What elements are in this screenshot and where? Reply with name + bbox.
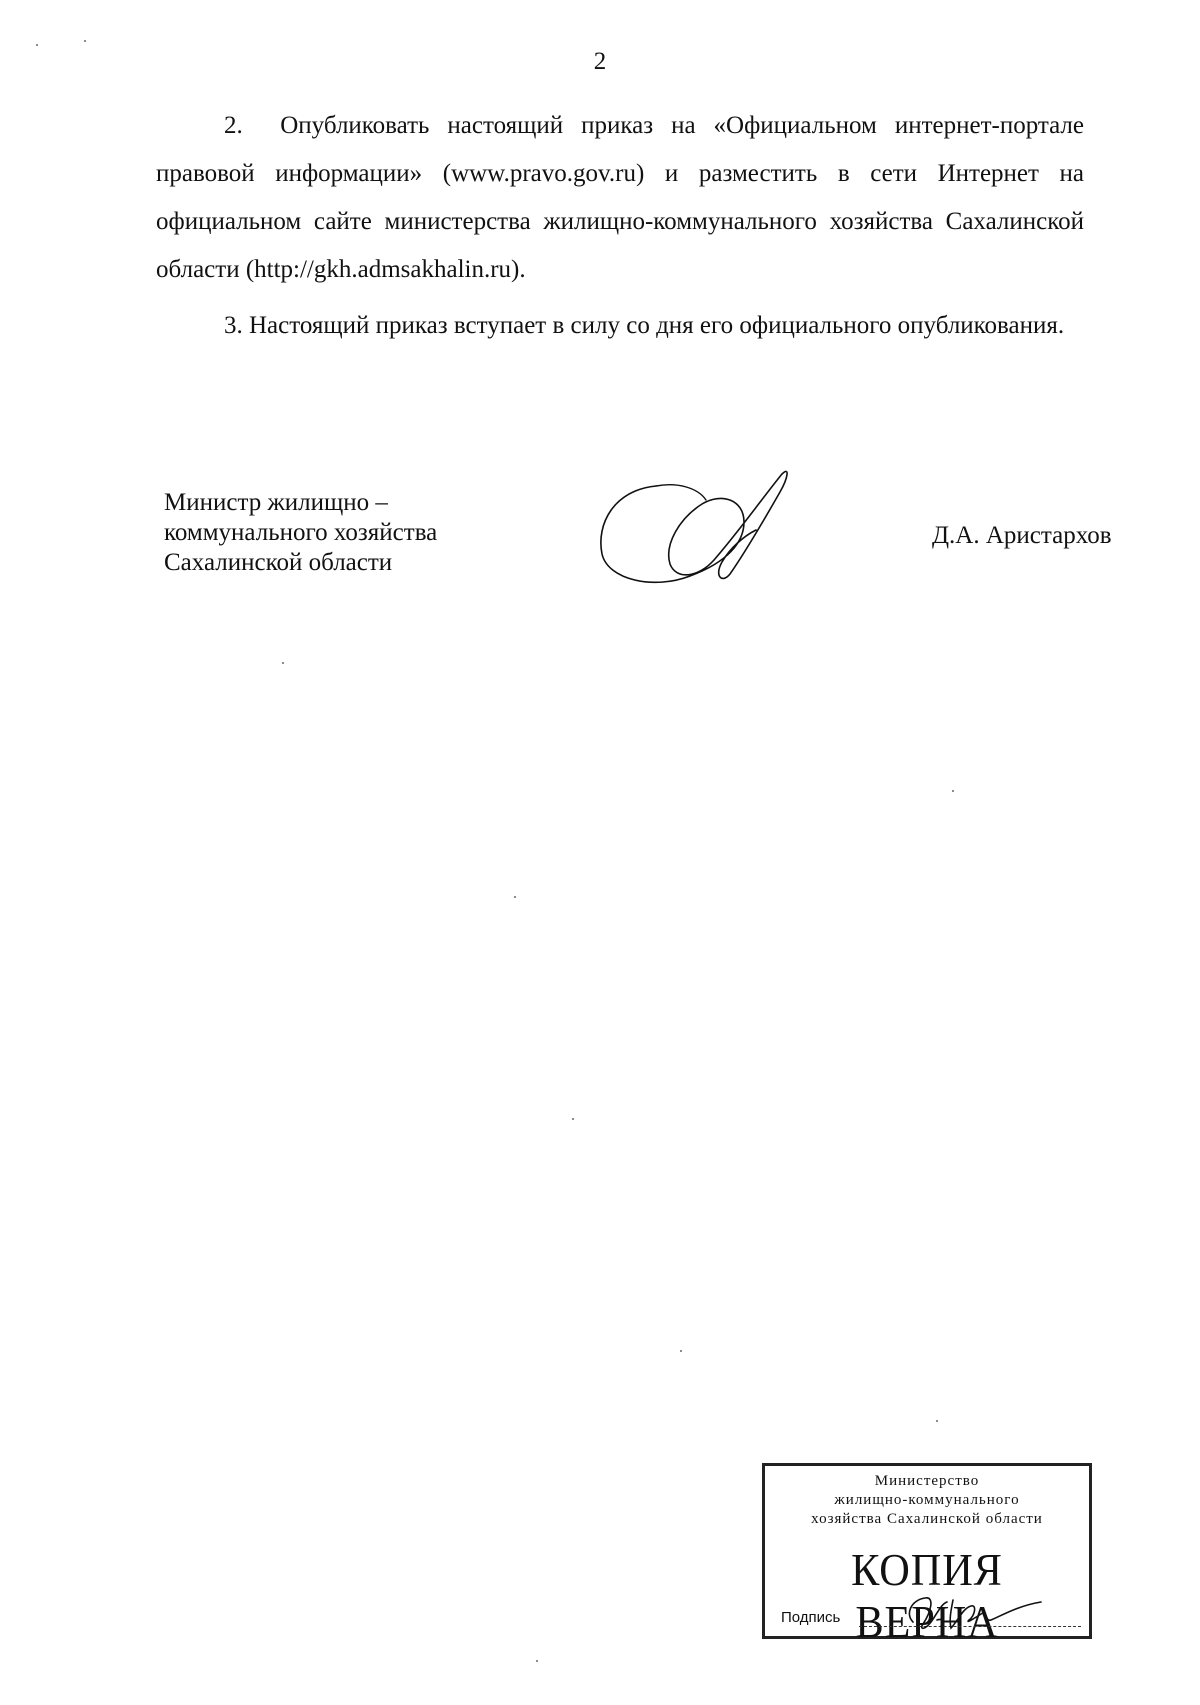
- stamp-handwritten-signature: [891, 1592, 1051, 1636]
- page-number: 2: [593, 48, 607, 75]
- signer-position-line: коммунального хозяйства: [164, 519, 438, 546]
- stamp-header-line: хозяйства Сахалинской области: [811, 1511, 1043, 1527]
- signer-position-line: Сахалинской области: [164, 549, 393, 576]
- scan-speck: [282, 662, 284, 664]
- paragraph-effective-date: 3. Настоящий приказ вступает в силу со дня его официального опубликования.: [224, 312, 1065, 339]
- stamp-signature-label: Подпись: [781, 1609, 841, 1626]
- stamp-header-line: жилищно-коммунального: [834, 1492, 1020, 1508]
- scan-speck: [514, 896, 516, 898]
- handwritten-signature: [594, 462, 824, 592]
- stamp-header: [765, 1472, 1089, 1529]
- certification-stamp: [762, 1463, 1092, 1647]
- scan-speck: [936, 1420, 938, 1422]
- scan-speck: [36, 44, 38, 46]
- signer-position-line: Министр жилищно –: [164, 489, 388, 516]
- scan-speck: [680, 1350, 682, 1352]
- scan-speck: [84, 40, 86, 42]
- paragraph-publication: 2. Опубликовать настоящий приказ на «Официальном интернет-портале правовой информации» (www.pravo.gov.ru) и разместить в сети Интернет на официальном сайте министерства жилищно-коммунального хозяйства Сахалинской области (http://gkh.admsakhalin.ru).: [156, 112, 1084, 283]
- scan-speck: [952, 790, 954, 792]
- scan-speck: [536, 1660, 538, 1662]
- stamp-header-line: Министерство: [874, 1473, 980, 1489]
- scan-speck: [572, 1118, 574, 1120]
- stamp-title: КОПИЯ ВЕРНА: [851, 1544, 1003, 1647]
- signer-name: Д.А. Аристархов: [932, 522, 1112, 549]
- signer-position: [164, 488, 437, 578]
